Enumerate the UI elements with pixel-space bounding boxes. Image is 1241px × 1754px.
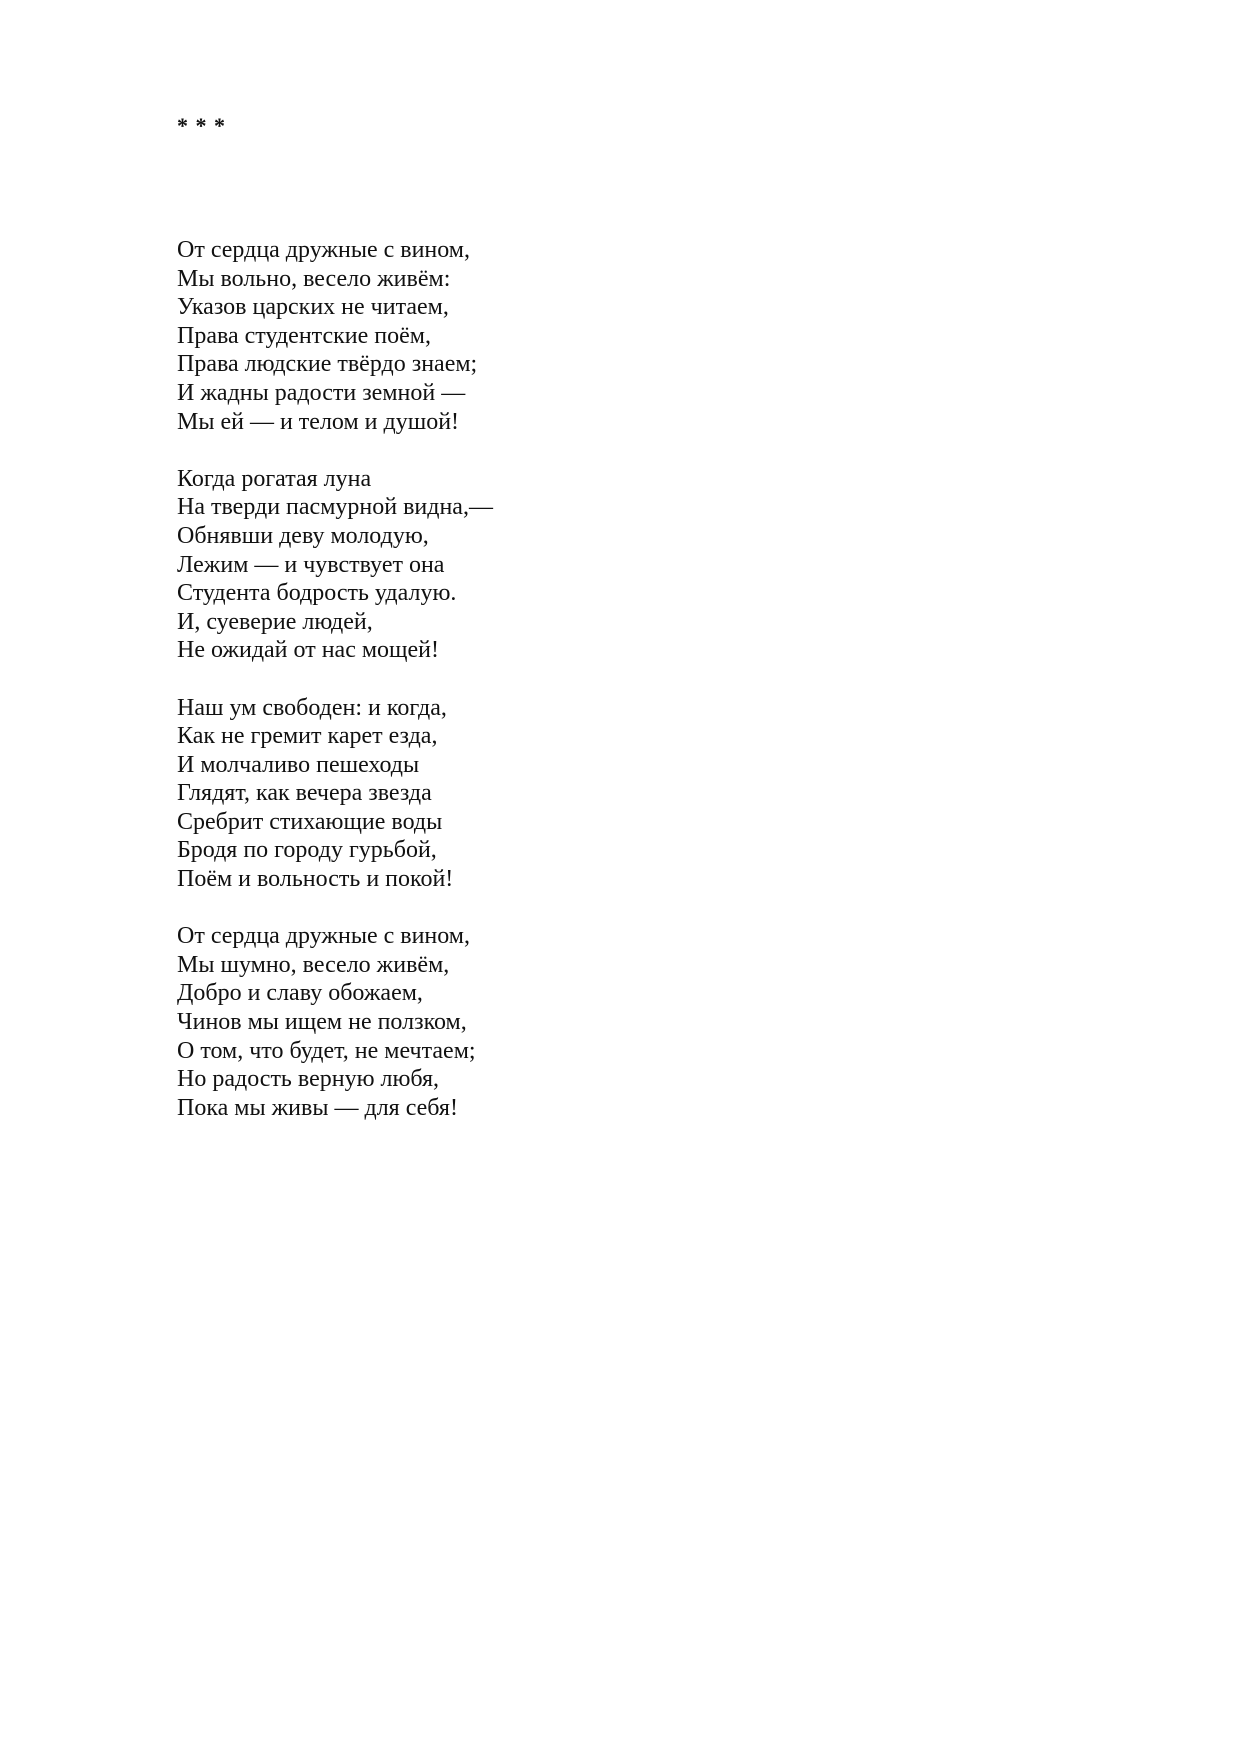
poem-body [177,236,493,1151]
stanza-1 [177,236,493,436]
poem-line: Не ожидай от нас мощей! [177,637,439,664]
poem-line: На тверди пасмурной видна,— [177,494,493,521]
poem-line: Наш ум свободен: и когда, [177,694,447,721]
poem-line: Чинов мы ищем не ползком, [177,1009,467,1036]
poem-line: Пока мы живы — для себя! [177,1094,458,1121]
poem-line: Права людские твёрдо знаем; [177,351,478,378]
poem-line: Обнявши деву молодую, [177,522,429,549]
poem-line: Глядят, как вечера звезда [177,780,432,807]
poem-line: И молчаливо пешеходы [177,751,420,778]
poem-line: О том, что будет, не мечтаем; [177,1037,476,1064]
poem-line: Как не гремит карет езда, [177,723,438,750]
poem-line: От сердца дружные с вином, [177,237,470,263]
poem-line: Лежим — и чувствует она [177,551,445,578]
stanza-4 [177,922,493,1122]
poem-line: Мы вольно, весело живём: [177,265,451,292]
stanza-3 [177,694,493,894]
poem-line: Студента бодрость удалую. [177,580,457,607]
poem-heading: * * * [177,113,226,138]
poem-line: Сребрит стихающие воды [177,808,443,835]
poem-line: От сердца дружные с вином, [177,923,470,950]
poem-line: Когда рогатая луна [177,465,372,492]
poem-line: Мы ей — и телом и душой! [177,408,460,435]
stanza-2 [177,465,493,665]
poem-line: Права студентские поём, [177,322,431,349]
poem-line: Бродя по городу гурьбой, [177,837,437,864]
poem-line: И, суеверие людей, [177,608,373,635]
poem-line: Добро и славу обожаем, [177,980,423,1007]
poem-line: И жадны радости земной — [177,379,466,406]
poem-line: Мы шумно, весело живём, [177,951,450,978]
poem-line: Указов царских не читаем, [177,294,449,321]
poem-line: Но радость верную любя, [177,1066,440,1093]
poem-line: Поём и вольность и покой! [177,866,454,893]
